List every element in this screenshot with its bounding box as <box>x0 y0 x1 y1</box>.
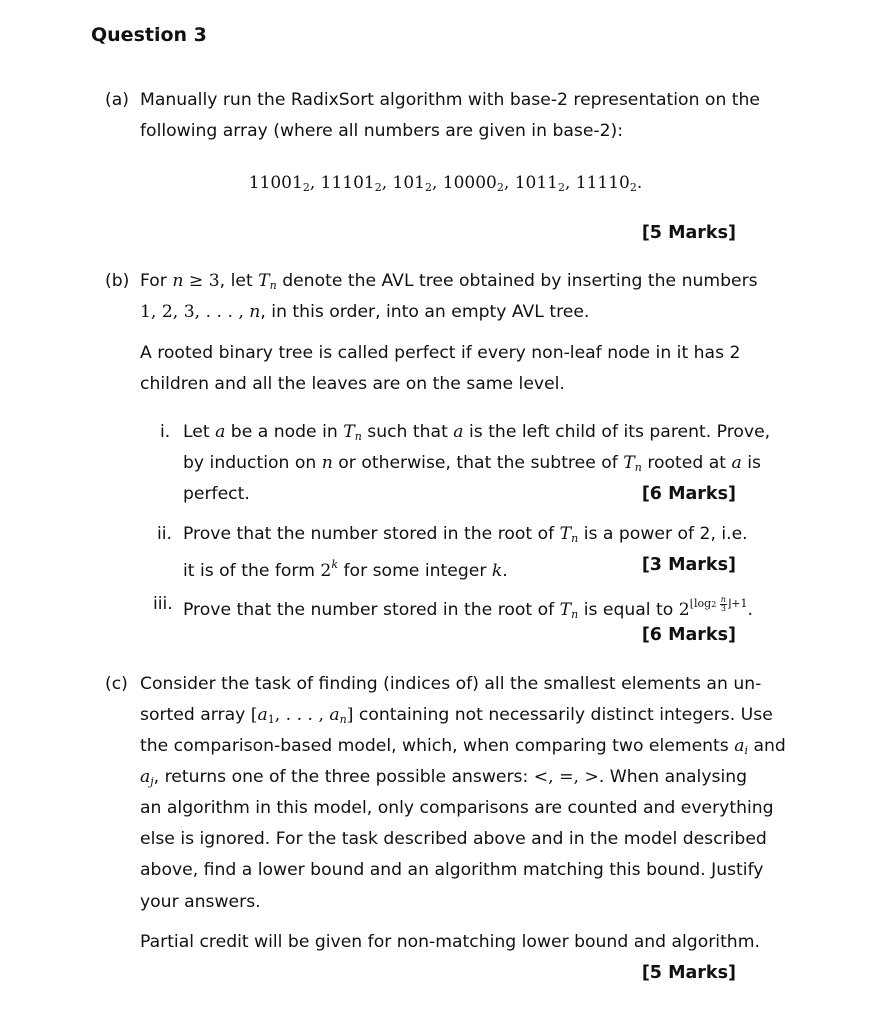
part-a-line-2: following array (where all numbers are given in base-2): <box>140 121 624 141</box>
part-b-text: , let <box>219 271 253 291</box>
sub-i-line-1: Let a be a node in $T_n$ such that a is the left child of its parent. Prove, <box>183 422 771 443</box>
perfect-def-line-2: children and all the leaves are on the same level. <box>140 374 565 394</box>
sub-i-text: is <box>747 453 761 473</box>
sub-ii-label: ii. <box>157 524 173 544</box>
part-b-text: For <box>140 271 167 291</box>
part-a-line-1 <box>140 89 761 111</box>
sub-i-line-2: by induction on n or otherwise, that the subtree of $T_n$ rooted at a is <box>183 453 761 474</box>
part-a-text-1: Manually run the RadixSort algorithm with base-2 representation on the <box>140 90 761 110</box>
sub-ii-marks: [3 Marks] <box>641 555 736 575</box>
sub-iii-line-1: Prove that the number stored in the root of $T_n$ is equal to $2^{⌊log2 \frac{n}{3} ⌋+1}$. <box>183 594 753 621</box>
part-c-text: sorted array <box>140 705 246 725</box>
part-b-text: denote the AVL tree obtained by inserting the numbers <box>282 271 758 291</box>
part-c-line-2 <box>140 704 773 731</box>
part-c-marks: [5 Marks] <box>641 963 736 983</box>
sub-i-text: rooted at <box>647 453 726 473</box>
math-sequence: 1, 2, 3, . . . , n <box>140 302 261 322</box>
binary-number: $11001_2$ <box>248 173 310 194</box>
sub-ii-line-2: it is of the form 2$^k$ for some integer k. <box>183 558 508 581</box>
sub-i-text: by induction on <box>183 453 317 473</box>
sub-ii-text: Prove that the number stored in the root of <box>183 524 555 544</box>
binary-array-equation: $11001_2$, $11101_2$, $101_2$, $10000_2$, $1011_2$, $11110_2$. <box>248 173 643 194</box>
binary-number: $10000_2$ <box>442 173 504 194</box>
perfect-def-line-1: A rooted binary tree is called perfect if every non-leaf node in it has 2 <box>140 343 741 363</box>
binary-number: $11101_2$ <box>320 173 382 194</box>
part-c-label: (c) <box>105 674 128 694</box>
binary-number: $101_2$ <box>392 173 432 194</box>
part-c-text: containing not necessarily distinct integers. Use <box>358 705 773 725</box>
part-c-text: . When analysing <box>598 767 748 787</box>
part-c-line-6: else is ignored. For the task described above and in the model described <box>140 829 767 849</box>
sub-ii-line-1: Prove that the number stored in the root of $T_n$ is a power of 2, i.e. <box>183 524 748 545</box>
sub-ii-text: it is of the form <box>183 561 315 581</box>
sub-i-text: such that <box>367 422 448 442</box>
binary-number: $11110_2$ <box>575 173 637 194</box>
sub-i-text: be a node in <box>230 422 338 442</box>
sub-iii-label: iii. <box>153 594 173 614</box>
part-c-line-4: $a_j$, returns one of the three possible answers: <, =, >. When analysing <box>140 767 748 788</box>
question-title: Question 3 <box>91 24 207 46</box>
part-a-label: (a) <box>105 90 129 110</box>
partial-credit-note: Partial credit will be given for non-matching lower bound and algorithm. <box>140 932 760 952</box>
binary-number: $1011_2$ <box>514 173 565 194</box>
sub-i-marks: [6 Marks] <box>641 484 736 504</box>
part-c-line-8: your answers. <box>140 892 261 912</box>
math-Tn: $T_n$ <box>258 271 277 292</box>
part-b-line-2 <box>140 301 589 323</box>
sub-i-text: or otherwise, that the subtree of <box>338 453 618 473</box>
part-c-line-5: an algorithm in this model, only comparisons are counted and everything <box>140 798 774 818</box>
part-c-line-7: above, find a lower bound and an algorithm matching this bound. Justify <box>140 860 764 880</box>
part-c-line-1: Consider the task of finding (indices of) all the smallest elements an un- <box>140 674 762 694</box>
math-power-formula: $2^{⌊log2 \frac{n}{3} ⌋+1}$. <box>678 594 753 620</box>
math-array: [$a_1$, . . . , $a_n$] <box>250 705 354 726</box>
sub-ii-text: for some integer <box>343 561 487 581</box>
sub-i-line-3: perfect. <box>183 484 250 504</box>
part-b-text: , in this order, into an empty AVL tree. <box>260 302 590 322</box>
part-c-line-3: the comparison-based model, which, when comparing two elements $a_i$ and <box>140 736 786 757</box>
part-c-text: , returns one of the three possible answers: <box>153 767 529 787</box>
sub-ii-text: is a power of 2, i.e. <box>583 524 748 544</box>
sub-iii-text: is equal to <box>583 600 674 620</box>
sub-i-text: Let <box>183 422 210 442</box>
part-c-text: and <box>753 736 786 756</box>
part-a-marks: [5 Marks] <box>641 223 736 243</box>
math-n-geq-3: n <box>172 271 184 291</box>
sub-iii-text: Prove that the number stored in the root of <box>183 600 555 620</box>
part-c-text: the comparison-based model, which, when comparing two elements <box>140 736 729 756</box>
part-b-label: (b) <box>105 271 130 291</box>
sub-i-label: i. <box>160 422 171 442</box>
sub-iii-marks: [6 Marks] <box>641 625 736 645</box>
sub-i-text: is the left child of its parent. Prove, <box>469 422 771 442</box>
part-b-line-1: For n ≥ 3, let $T_n$ denote the AVL tree obtained by inserting the numbers <box>140 271 758 292</box>
